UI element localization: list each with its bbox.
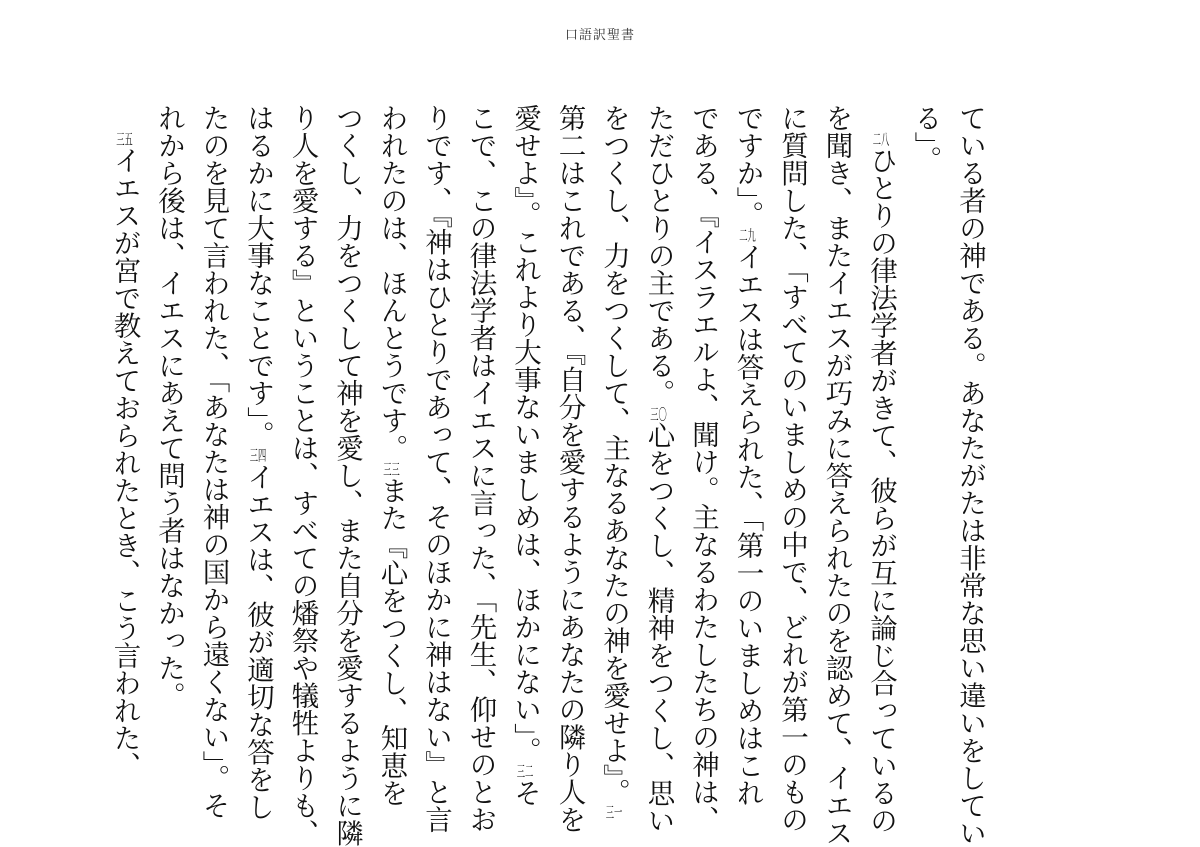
text-column-9: をつくし、力をつくして、主なるあなたの神を愛せよ』。三一 xyxy=(598,104,630,821)
text-column-12: こで、この律法学者はイエスに言った、「先生、仰せのとお xyxy=(464,104,497,833)
text-column-10: 第二はこれである、『自分を愛するようにあなたの隣り人を xyxy=(553,104,586,833)
text-column-16: り人を愛する』ということは、すべての燔祭や犠牲よりも、 xyxy=(286,104,319,847)
text-column-1: ている者の神である。あなたがたは非常な思い違いをしてい xyxy=(954,104,986,847)
text-column-7: である、『イスラエルよ、聞け。主なるわたしたちの神は、 xyxy=(687,104,719,833)
vertical-text-body xyxy=(108,104,992,847)
verse-number: 二八 xyxy=(872,131,890,147)
text-column-8: ただひとりの主である。三〇心をつくし、精神をつくし、思い xyxy=(642,104,675,834)
text-column-17: はるかに大事なことです」。三四イエスは、彼が適切な答をし xyxy=(242,104,274,821)
text-column-18: たのを見て言われた、「あなたは神の国から遠くない」。そ xyxy=(197,104,230,819)
verse-number: 三三 xyxy=(383,461,400,477)
verse-number: 三〇 xyxy=(650,406,667,422)
text-column-5: に質問した、「すべてのいましめの中で、どれが第一のもの xyxy=(776,104,808,833)
text-column-6: ですか」。二九イエスは答えられた、「第一のいましめはこれ xyxy=(731,104,764,807)
text-column-20: 三五イエスが宮で教えておられたとき、こう言われた、 xyxy=(108,131,141,779)
text-column-14: われたのは、ほんとうです。三三また『心をつくし、知恵を xyxy=(375,104,408,807)
text-column-13: りです、『神はひとりであって、そのほかに神はない』と言 xyxy=(420,104,452,833)
running-header: 口語訳聖書 xyxy=(564,28,635,43)
verse-number: 三五 xyxy=(116,131,133,147)
text-column-15: つくし、力をつくして神を愛し、また自分を愛するように隣 xyxy=(331,104,363,847)
text-column-4: を聞き、またイエスが巧みに答えられたのを認めて、イエス xyxy=(820,104,853,847)
verse-number: 三一 xyxy=(605,805,623,821)
text-column-3: 二八ひとりの律法学者がきて、彼らが互に論じ合っているの xyxy=(865,131,897,834)
verse-number: 三四 xyxy=(249,447,267,463)
verse-number: 二九 xyxy=(739,227,756,243)
text-column-19: れから後は、イエスにあえて問う者はなかった。 xyxy=(153,104,185,709)
text-column-2: る」。 xyxy=(909,104,942,173)
verse-number: 三二 xyxy=(516,764,534,779)
text-column-11: 愛せよ』。これより大事ないましめは、ほかにない」。三二そ xyxy=(509,104,541,807)
